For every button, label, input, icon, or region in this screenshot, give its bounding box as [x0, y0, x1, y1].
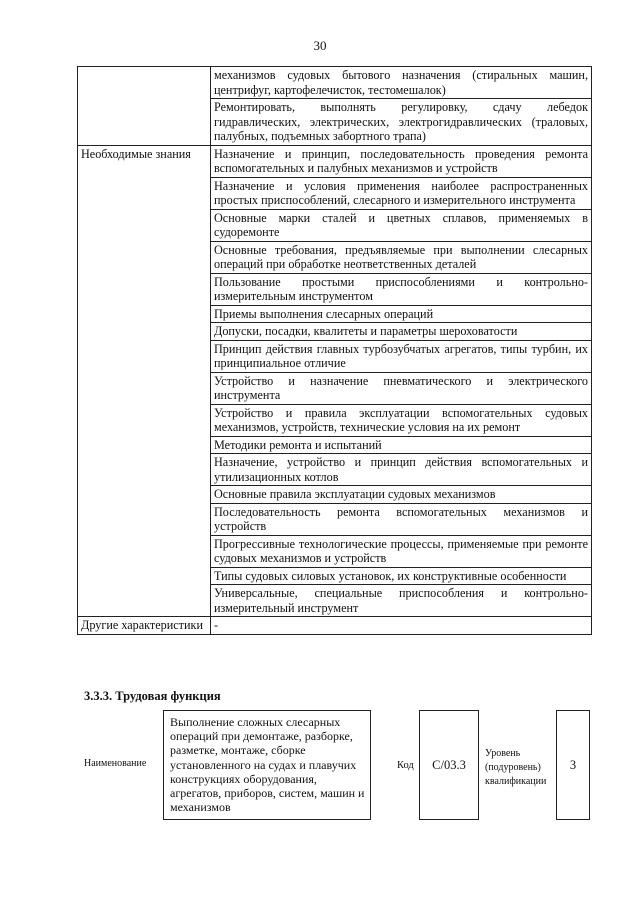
level-box — [556, 710, 590, 820]
row-item: Назначение и условия применения наиболее распространенных простых приспособлений, слесарного и измерительного инструмента — [211, 177, 592, 209]
row-item: Приемы выполнения слесарных операций — [211, 305, 592, 323]
row-item: Основные марки сталей и цветных сплавов, применяемых в судоремонте — [211, 209, 592, 241]
row-item: Типы судовых силовых установок, их конструктивные особенности — [211, 567, 592, 585]
row-item: Ремонтировать, выполнять регулировку, сдачу лебедок гидравлических, электрических, электрогидравлических (траловых, палубных, подъемных забортного трапа) — [211, 99, 592, 146]
row-item: Устройство и правила эксплуатации вспомогательных судовых механизмов, устройств, технические условия на их ремонт — [211, 404, 592, 436]
row-item: Прогрессивные технологические процессы, применяемые при ремонте судовых механизмов и устройств — [211, 535, 592, 567]
code-value: С/03.3 — [432, 758, 466, 772]
code-label: Код — [397, 760, 414, 771]
table-row — [78, 67, 592, 99]
row-item: - — [211, 617, 592, 635]
row-item: Основные требования, предъявляемые при выполнении слесарных операций при обработке неответственных деталей — [211, 241, 592, 273]
row-item: Принцип действия главных турбозубчатых агрегатов, типы турбин, их принципиальное отличие — [211, 340, 592, 372]
row-item: Назначение и принцип, последовательность проведения ремонта вспомогательных и палубных механизмов и устройств — [211, 145, 592, 177]
row-item: Пользование простыми приспособлениями и контрольно-измерительным инструментом — [211, 273, 592, 305]
row-item: Последовательность ремонта вспомогательных механизмов и устройств — [211, 503, 592, 535]
row-item: Основные правила эксплуатации судовых механизмов — [211, 486, 592, 504]
name-label: Наименование — [84, 758, 147, 769]
table-row — [78, 617, 592, 635]
function-name-text: Выполнение сложных слесарных операций при демонтаже, разборке, разметке, монтаже, сборке установленного на судах и плавучих конструкциях оборудования, агрегатов, приборов, систем, машин и механизмов — [170, 715, 365, 815]
row-item: механизмов судовых бытового назначения (стиральных машин, центрифуг, картофелечисток, тестомешалок) — [211, 67, 592, 99]
row-item: Допуски, посадки, квалитеты и параметры шероховатости — [211, 323, 592, 341]
page-number: 30 — [313, 38, 327, 53]
level-label: Уровень (подуровень) квалификации — [485, 748, 547, 787]
function-name-box — [163, 710, 371, 820]
row-item: Назначение, устройство и принцип действия вспомогательных и утилизационных котлов — [211, 454, 592, 486]
level-value: 3 — [569, 758, 577, 772]
code-box — [419, 710, 479, 820]
table-row — [78, 145, 592, 177]
row-label: Другие характеристики — [78, 617, 211, 635]
section-title: 3.3.3. Трудовая функция — [84, 689, 221, 703]
row-item: Универсальные, специальные приспособления и контрольно-измерительный инструмент — [211, 585, 592, 617]
row-label: Необходимые знания — [78, 145, 211, 617]
qualification-table — [77, 66, 592, 635]
row-item: Методики ремонта и испытаний — [211, 436, 592, 454]
row-item: Устройство и назначение пневматического и электрического инструмента — [211, 372, 592, 404]
row-label — [78, 67, 211, 146]
